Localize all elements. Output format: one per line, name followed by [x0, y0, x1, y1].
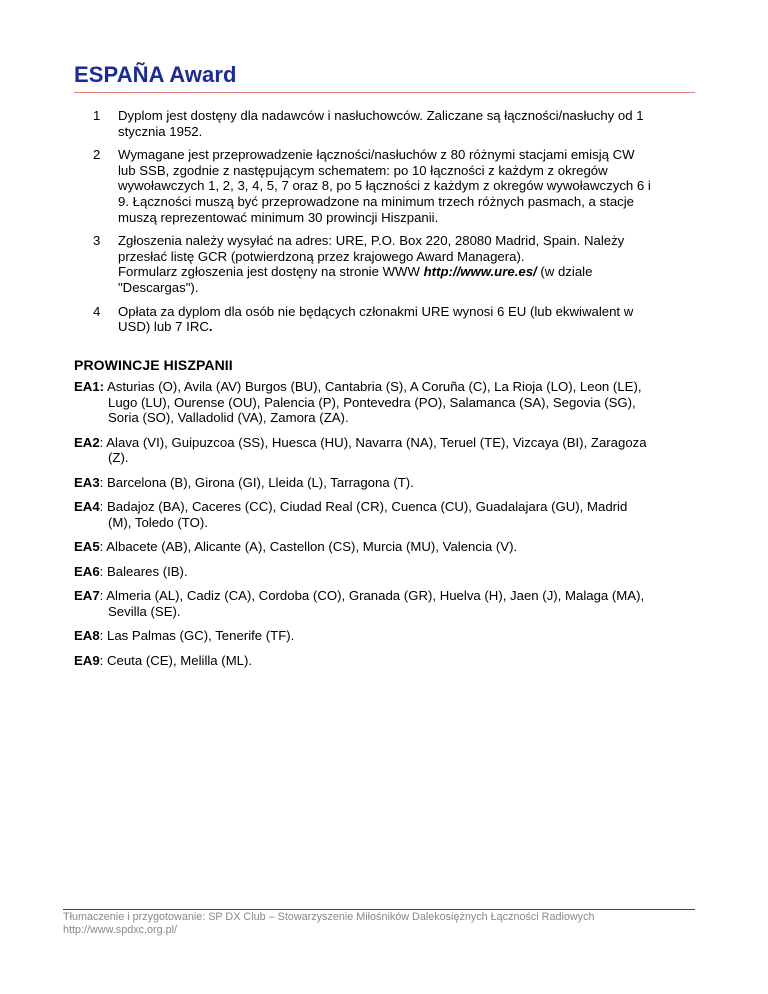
district-provinces: : Albacete (AB), Alicante (A), Castellon (CS), Murcia (MU), Valencia (V).	[99, 539, 518, 554]
rule-text: Opłata za dyplom dla osób nie będących członakmi URE wynosi 6 EU (lub ekwiwalent w	[118, 303, 634, 319]
district-code: EA4	[74, 499, 100, 514]
footer-divider	[63, 909, 695, 910]
district-provinces: : Baleares (IB).	[99, 563, 188, 579]
district-provinces: : Alava (VI), Guipuzcoa (SS), Huesca (HU), Navarra (NA), Teruel (TE), Vizcaya (BI), Zaragoza	[99, 434, 647, 450]
page-footer	[63, 911, 703, 937]
rule-text: USD) lub 7 IRC	[118, 319, 209, 335]
district-code: EA8	[74, 628, 100, 643]
district-code: EA5	[74, 539, 100, 554]
rule-item	[74, 108, 696, 139]
district-provinces: : Almeria (AL), Cadiz (CA), Cordoba (CO), Granada (GR), Huelva (H), Jaen (J), Malaga (MA),	[99, 588, 645, 603]
rule-text: wywoławczych 1, 2, 3, 4, 5, 7 oraz 8, po 5 łączności z każdym z okregów wywoławczych 6 i	[118, 178, 651, 194]
rule-text: przesłać listę GCR (potwierdzoną przez krajowego Award Managera).	[118, 248, 525, 264]
rule-text: Dyplom jest dostęny dla nadawców i nasłuchowców. Zaliczane są łączności/nasłuchy od 1	[118, 108, 644, 123]
rule-item	[74, 233, 696, 295]
rule-number: 4	[93, 303, 101, 319]
district-provinces: : Las Palmas (GC), Tenerife (TF).	[99, 628, 295, 643]
district-provinces: (M), Toledo (TO).	[108, 514, 208, 530]
rule-item	[74, 147, 696, 225]
district-code: EA3	[74, 474, 100, 490]
rule-text: Zgłoszenia należy wysyłać na adres: URE, P.O. Box 220, 28080 Madrid, Spain. Należy	[118, 233, 625, 249]
footer-credit: Tłumaczenie i przygotowanie: SP DX Club – Stowarzyszenie Miłośników Dalekosiężnych Łączności Radiowych	[63, 911, 595, 923]
district-provinces: (Z).	[108, 450, 129, 465]
rule-text: (w dziale	[536, 264, 593, 280]
district-entry	[74, 564, 696, 580]
district-entry	[74, 475, 696, 491]
district-entry	[74, 499, 696, 530]
district-entry	[74, 628, 696, 644]
district-code: EA9	[74, 652, 100, 668]
district-provinces: Lugo (LU), Ourense (OU), Palencia (P), Pontevedra (PO), Salamanca (SA), Segovia (SG),	[108, 394, 636, 410]
district-code: EA7	[74, 588, 100, 603]
provinces-heading: PROWINCJE HISZPANII	[74, 357, 233, 373]
rule-text: 9. Łączności muszą być przeprowadzone na minimum trzech różnych pasmach, a stacje	[118, 193, 635, 209]
district-entry	[74, 539, 696, 555]
district-provinces: : Barcelona (B), Girona (GI), Lleida (L), Tarragona (T).	[99, 474, 414, 490]
rule-number: 3	[93, 233, 101, 249]
page-title: ESPAÑA Award	[74, 62, 237, 87]
district-code: EA1:	[74, 379, 105, 394]
district-provinces: Sevilla (SE).	[108, 603, 181, 619]
district-entry	[74, 653, 696, 669]
rule-text: lub SSB, zgodnie z następującym schematem: po 10 łączności z każdym z okregów	[118, 162, 608, 178]
rule-text-bold: .	[208, 319, 213, 335]
district-provinces: : Ceuta (CE), Melilla (ML).	[99, 652, 253, 668]
district-entry	[74, 435, 696, 466]
district-code: EA6	[74, 563, 100, 579]
footer-website-link[interactable]: http://www.spdxc.org.pl/	[63, 924, 178, 936]
rules-list	[74, 108, 696, 343]
district-entry	[74, 588, 696, 619]
rule-text: "Descargas").	[118, 279, 199, 295]
rule-text: Wymagane jest przeprowadzenie łączności/nasłuchów z 80 różnymi stacjami emisją CW	[118, 147, 635, 163]
rule-text: Formularz zgłoszenia jest dostęny na stronie WWW	[118, 264, 424, 280]
district-code: EA2	[74, 434, 100, 450]
ure-website-link[interactable]: http://www.ure.es/	[423, 264, 537, 280]
rule-text: muszą reprezentować minimum 30 prowincji Hiszpanii.	[118, 209, 439, 225]
district-provinces: : Badajoz (BA), Caceres (CC), Ciudad Real (CR), Cuenca (CU), Guadalajara (GU), Madrid	[99, 499, 628, 514]
title-underline	[74, 92, 695, 93]
provinces-list	[74, 379, 696, 677]
rule-text	[118, 319, 696, 335]
rule-number: 2	[93, 147, 101, 163]
rule-number: 1	[93, 108, 101, 123]
rule-text-with-link	[118, 264, 696, 280]
rule-item	[74, 304, 696, 335]
district-provinces: Soria (SO), Valladolid (VA), Zamora (ZA).	[108, 410, 349, 425]
district-provinces: Asturias (O), Avila (AV) Burgos (BU), Cantabria (S), A Coruña (C), La Rioja (LO), Leon (LE),	[104, 379, 642, 394]
rule-text: stycznia 1952.	[118, 123, 203, 139]
district-entry	[74, 379, 696, 426]
